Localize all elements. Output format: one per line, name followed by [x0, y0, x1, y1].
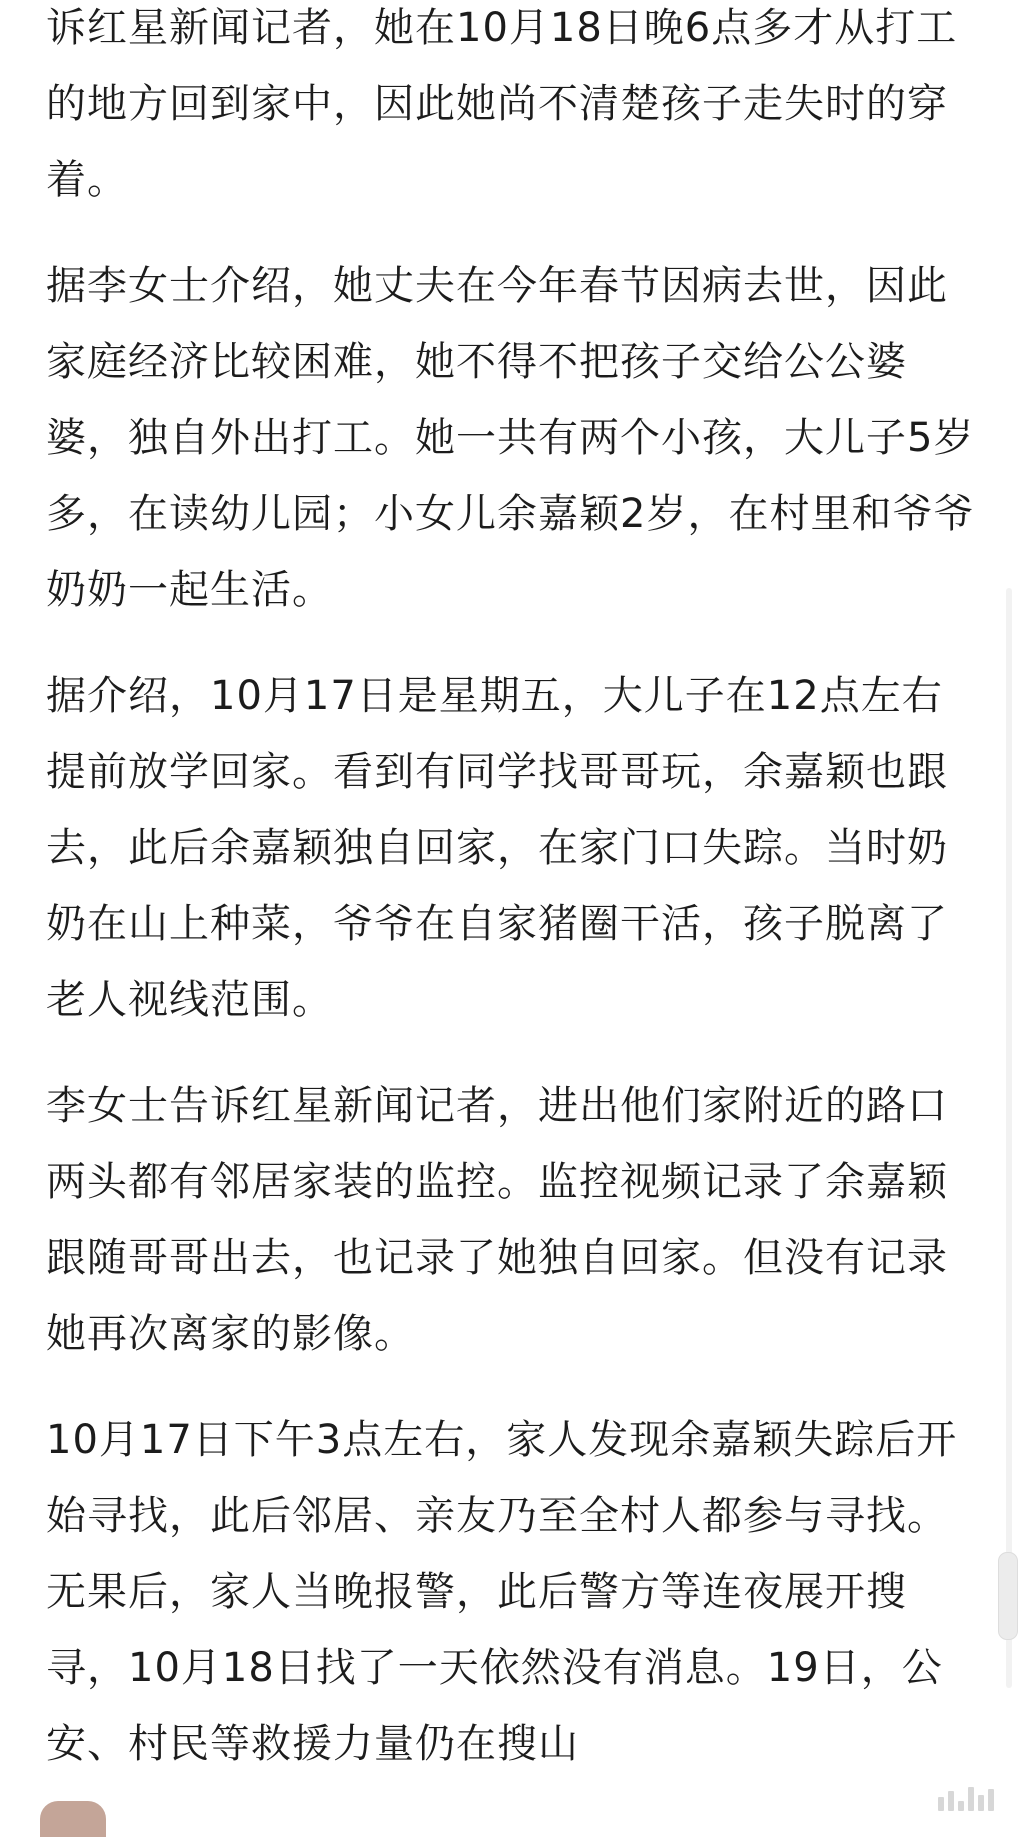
watermark-bars-icon	[938, 1787, 994, 1811]
watermark-bar	[968, 1787, 974, 1811]
article-paragraph-2: 据李女士介绍，她丈夫在今年春节因病去世，因此家庭经济比较困难，她不得不把孩子交给公公婆婆，独自外出打工。她一共有两个小孩，大儿子5岁多，在读幼儿园；小女儿余嘉颖2岁，在村里和爷爷奶奶一起生活。	[46, 263, 975, 613]
article-paragraph-3: 据介绍，10月17日是星期五，大儿子在12点左右提前放学回家。看到有同学找哥哥玩，余嘉颖也跟去，此后余嘉颖独自回家，在家门口失踪。当时奶奶在山上种菜，爷爷在自家猪圈干活，孩子脱离了老人视线范围。	[46, 673, 948, 1023]
scrollbar-track[interactable]	[1006, 588, 1012, 1688]
article-body	[46, 0, 976, 1782]
article-paragraph-4: 李女士告诉红星新闻记者，进出他们家附近的路口两头都有邻居家装的监控。监控视频记录了余嘉颖跟随哥哥出去，也记录了她独自回家。但没有记录她再次离家的影像。	[46, 1083, 948, 1357]
watermark-bar	[988, 1789, 994, 1811]
article-paragraph-1: 诉红星新闻记者，她在10月18日晚6点多才从打工的地方回到家中，因此她尚不清楚孩子走失时的穿着。	[46, 5, 958, 203]
watermark-bar	[978, 1795, 984, 1811]
scroll-thumb[interactable]	[998, 1552, 1018, 1640]
watermark-bar	[958, 1801, 964, 1811]
article-paragraph-5: 10月17日下午3点左右，家人发现余嘉颖失踪后开始寻找，此后邻居、亲友乃至全村人都参与寻找。无果后，家人当晚报警，此后警方等连夜展开搜寻，10月18日找了一天依然没有消息。19日，公安、村民等救援力量仍在搜山	[46, 1417, 958, 1767]
watermark-bar	[948, 1791, 954, 1811]
watermark-bar	[938, 1797, 944, 1811]
bottom-fade-overlay	[0, 1793, 1020, 1819]
avatar[interactable]	[40, 1801, 106, 1837]
